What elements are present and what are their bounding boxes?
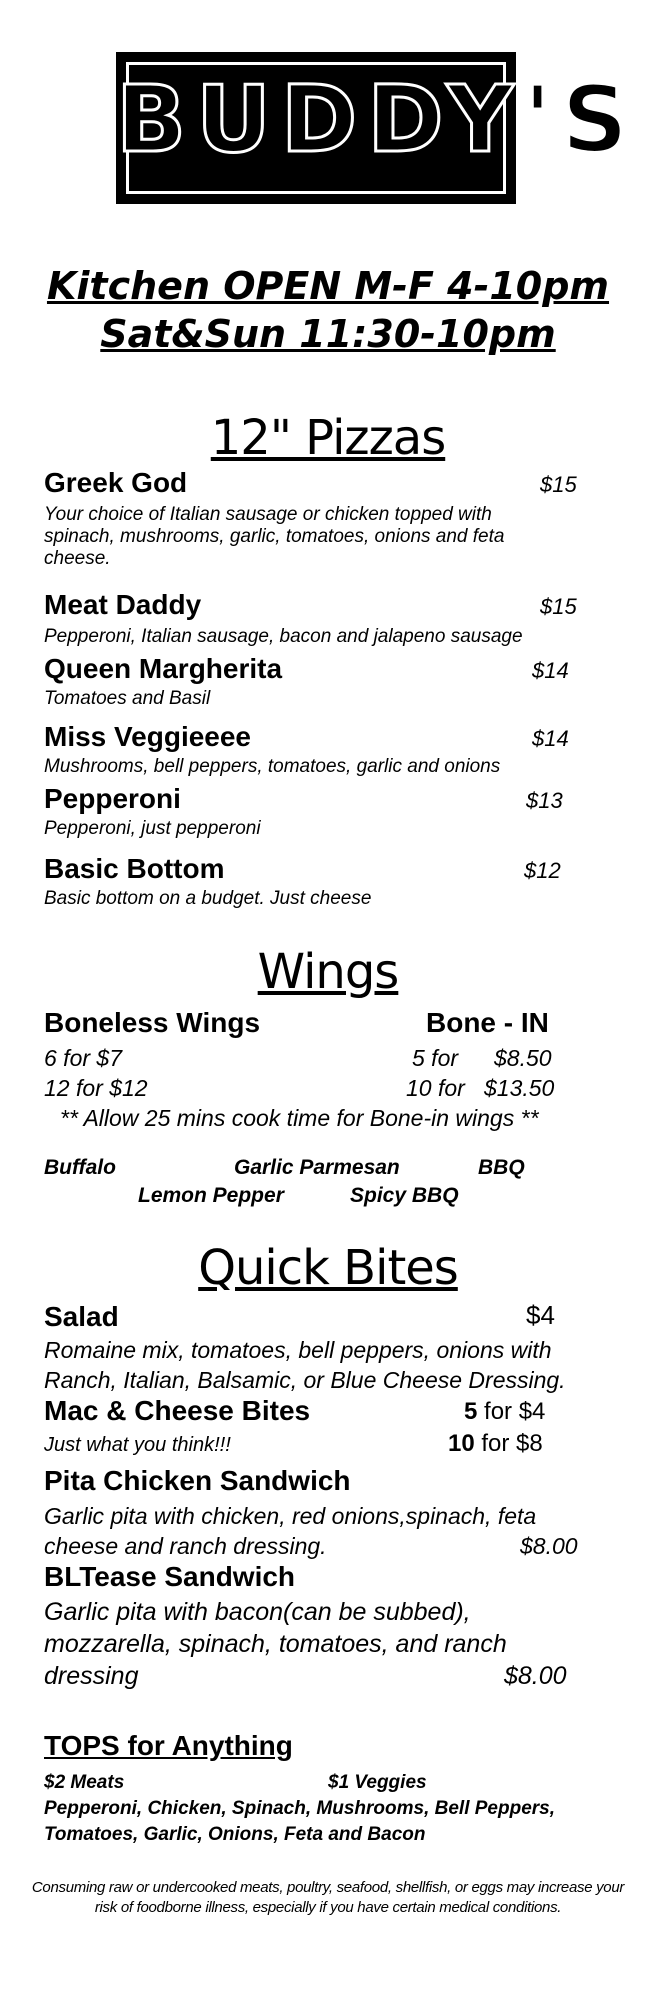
pizza-description: Basic bottom on a budget. Just cheese bbox=[44, 888, 372, 909]
pizza-price: $15 bbox=[540, 472, 577, 497]
wing-flavor: Lemon Pepper bbox=[138, 1184, 284, 1207]
pita-chicken-description: Garlic pita with chicken, red onions,spinach, feta bbox=[44, 1503, 537, 1529]
boneless-price-row: 12 for $12 bbox=[44, 1075, 148, 1101]
bltease-price: $8.00 bbox=[504, 1662, 567, 1690]
wings-heading: Wings bbox=[257, 944, 399, 1000]
pizza-name: Greek God bbox=[44, 467, 188, 498]
mac-cheese-price: 10 for $8 bbox=[448, 1430, 543, 1457]
pizza-name: Queen Margherita bbox=[44, 653, 283, 684]
wings-cook-time-note: ** Allow 25 mins cook time for Bone-in wings ** bbox=[60, 1105, 539, 1131]
pita-chicken-price: $8.00 bbox=[520, 1533, 578, 1559]
tops-heading: TOPS for Anything bbox=[44, 1730, 293, 1761]
tops-list: Pepperoni, Chicken, Spinach, Mushrooms, Bell Peppers, bbox=[44, 1798, 556, 1819]
mac-cheese-description: Just what you think!!! bbox=[44, 1434, 231, 1456]
boneless-price-row: 6 for $7 bbox=[44, 1045, 122, 1071]
pizza-description: Pepperoni, just pepperoni bbox=[44, 818, 261, 839]
bone-in-price: $8.50 bbox=[494, 1045, 552, 1071]
pizza-description: Mushrooms, bell peppers, tomatoes, garlic and onions bbox=[44, 756, 501, 777]
bltease-name: BLTease Sandwich bbox=[44, 1561, 296, 1592]
boneless-wings-title: Boneless Wings bbox=[44, 1007, 261, 1038]
pizza-name: Basic Bottom bbox=[44, 853, 225, 884]
pizza-description: Tomatoes and Basil bbox=[44, 688, 211, 709]
mac-cheese-name: Mac & Cheese Bites bbox=[44, 1395, 311, 1426]
hours-weekend: Sat&Sun 11:30-10pm bbox=[100, 312, 556, 356]
pizza-name: Pepperoni bbox=[44, 783, 181, 814]
tops-list: Tomatoes, Garlic, Onions, Feta and Bacon bbox=[44, 1824, 426, 1845]
wing-flavor: Spicy BBQ bbox=[350, 1184, 459, 1207]
bone-in-qty: 10 for bbox=[406, 1075, 465, 1101]
pizza-price: $15 bbox=[540, 594, 577, 619]
salad-price: $4 bbox=[526, 1300, 555, 1330]
pizza-price: $14 bbox=[532, 726, 569, 751]
tops-veggies-price: $1 Veggies bbox=[328, 1772, 427, 1793]
pizza-price: $13 bbox=[526, 788, 563, 813]
health-disclaimer: risk of foodborne illness, especially if you have certain medical conditions. bbox=[94, 1899, 562, 1916]
pizza-description: Your choice of Italian sausage or chicken topped with spinach, mushrooms, garlic, tomatoes, onions and feta cheese. bbox=[44, 504, 505, 569]
tops-meats-price: $2 Meats bbox=[44, 1772, 125, 1793]
pizza-name: Miss Veggieeee bbox=[44, 721, 252, 752]
pita-chicken-name: Pita Chicken Sandwich bbox=[44, 1465, 351, 1496]
wing-flavor: Buffalo bbox=[44, 1156, 116, 1179]
salad-description: Ranch, Italian, Balsamic, or Blue Cheese Dressing. bbox=[44, 1367, 566, 1393]
bone-in-qty: 5 for bbox=[412, 1045, 459, 1071]
pizza-price: $14 bbox=[532, 658, 569, 683]
pizza-description: Pepperoni, Italian sausage, bacon and jalapeno sausage bbox=[44, 626, 523, 647]
buddys-logo bbox=[116, 52, 638, 204]
bltease-description: dressing bbox=[44, 1662, 139, 1690]
wing-flavor: Garlic Parmesan bbox=[234, 1156, 400, 1179]
bltease-description: mozzarella, spinach, tomatoes, and ranch bbox=[44, 1630, 507, 1658]
bone-in-price: $13.50 bbox=[484, 1075, 555, 1101]
pizza-name: Meat Daddy bbox=[44, 589, 202, 620]
logo-text: BUDDY'S bbox=[116, 66, 638, 173]
bone-in-title: Bone - IN bbox=[426, 1007, 549, 1038]
salad-name: Salad bbox=[44, 1301, 119, 1332]
salad-description: Romaine mix, tomatoes, bell peppers, onions with bbox=[44, 1337, 552, 1363]
hours-weekday: Kitchen OPEN M-F 4-10pm bbox=[46, 264, 610, 308]
pizzas-heading: 12" Pizzas bbox=[210, 410, 446, 466]
health-disclaimer: Consuming raw or undercooked meats, poultry, seafood, shellfish, or eggs may increase your bbox=[31, 1879, 625, 1896]
bltease-description: Garlic pita with bacon(can be subbed), bbox=[44, 1598, 471, 1626]
quick-bites-heading: Quick Bites bbox=[198, 1240, 458, 1296]
wing-flavor: BBQ bbox=[478, 1156, 525, 1179]
pita-chicken-description: cheese and ranch dressing. bbox=[44, 1533, 327, 1559]
mac-cheese-price: 5 for $4 bbox=[464, 1398, 546, 1425]
pizza-price: $12 bbox=[524, 858, 561, 883]
